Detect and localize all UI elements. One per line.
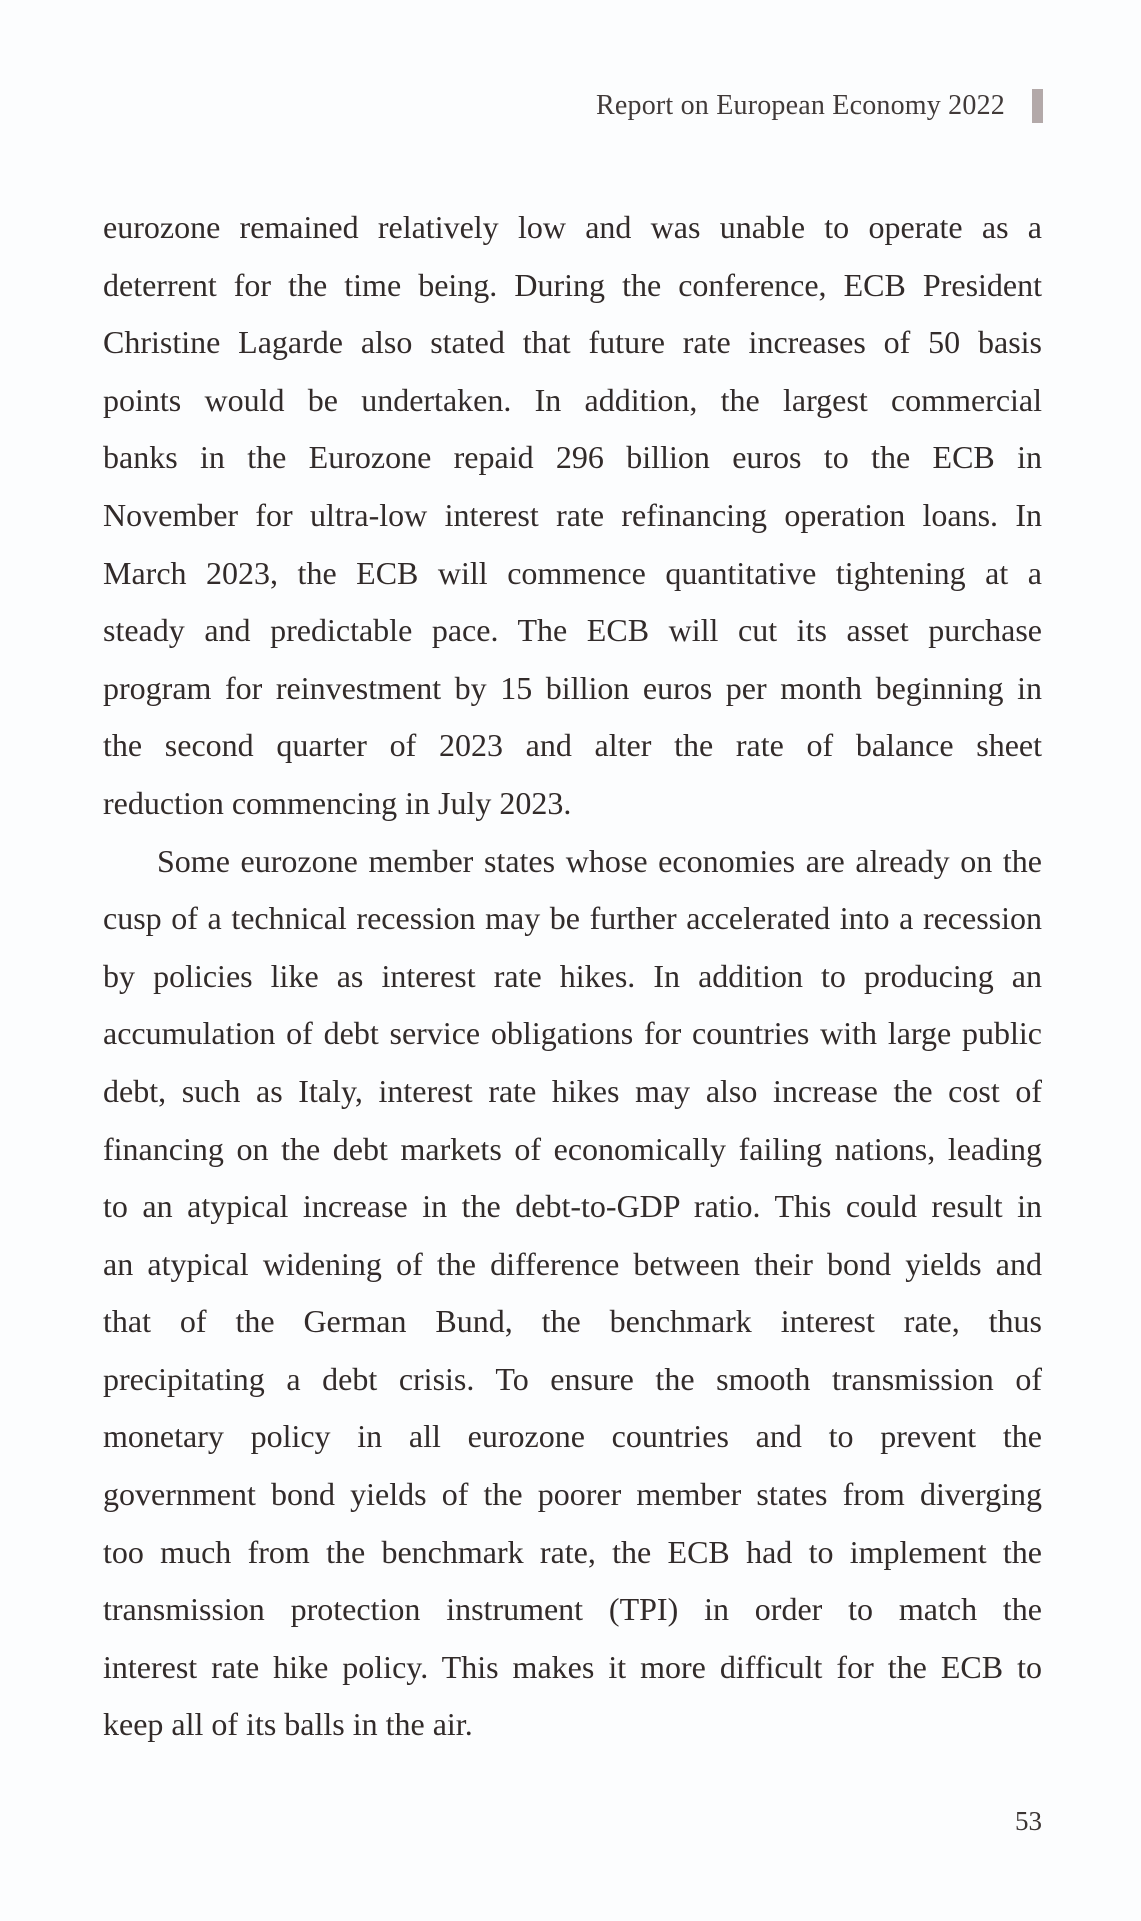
text-line: eurozone remained relatively low and was unable to operate as a xyxy=(103,209,1042,245)
text-line: to an atypical increase in the debt-to-GDP ratio. This could result in xyxy=(103,1188,1042,1225)
text-line: debt, such as Italy, interest rate hikes may also increase the cost of xyxy=(103,1072,1042,1109)
text-line: accumulation of debt service obligations for countries with large public xyxy=(103,1015,1042,1052)
text-line: keep all of its balls in the air. xyxy=(103,1706,473,1743)
text-line: points would be undertaken. In addition, the largest commercial xyxy=(103,381,1042,418)
text-line: the second quarter of 2023 and alter the rate of balance sheet xyxy=(103,727,1042,764)
body-text xyxy=(103,199,1042,1754)
text-line: program for reinvestment by 15 billion euros per month beginning in xyxy=(103,669,1042,706)
page-number: 53 xyxy=(1015,1806,1042,1836)
text-line: Some eurozone member states whose economies are already on the xyxy=(157,842,1042,879)
text-line: too much from the benchmark rate, the ECB had to implement the xyxy=(103,1533,1042,1570)
text-line: banks in the Eurozone repaid 296 billion euros to the ECB in xyxy=(103,439,1042,476)
text-line: reduction commencing in July 2023. xyxy=(103,784,572,821)
text-line: deterrent for the time being. During the conference, ECB President xyxy=(103,266,1042,303)
text-line: transmission protection instrument (TPI) in order to match the xyxy=(103,1591,1042,1628)
paragraph-2 xyxy=(103,833,1042,1755)
paragraph-1 xyxy=(103,199,1042,833)
text-line: cusp of a technical recession may be further accelerated into a recession xyxy=(103,900,1042,937)
text-line: precipitating a debt crisis. To ensure the smooth transmission of xyxy=(103,1360,1042,1397)
text-line: March 2023, the ECB will commence quantitative tightening at a xyxy=(103,554,1042,591)
text-line: by policies like as interest rate hikes. In addition to producing an xyxy=(103,957,1042,994)
text-line: steady and predictable pace. The ECB will cut its asset purchase xyxy=(103,612,1042,649)
text-line: financing on the debt markets of economically failing nations, leading xyxy=(103,1130,1042,1167)
header-accent-bar xyxy=(1032,89,1043,123)
text-line: monetary policy in all eurozone countries and to prevent the xyxy=(103,1418,1042,1455)
text-line: interest rate hike policy. This makes it more difficult for the ECB to xyxy=(103,1648,1042,1685)
text-line: November for ultra-low interest rate refinancing operation loans. In xyxy=(103,496,1042,533)
page-header xyxy=(596,86,1043,126)
page-footer xyxy=(1015,1806,1042,1836)
running-header-title: Report on European Economy 2022 xyxy=(595,90,1005,121)
text-line: an atypical widening of the difference between their bond yields and xyxy=(103,1245,1042,1282)
text-line: Christine Lagarde also stated that future rate increases of 50 basis xyxy=(103,324,1042,361)
text-line: government bond yields of the poorer member states from diverging xyxy=(103,1476,1042,1513)
text-line: that of the German Bund, the benchmark interest rate, thus xyxy=(103,1303,1042,1340)
